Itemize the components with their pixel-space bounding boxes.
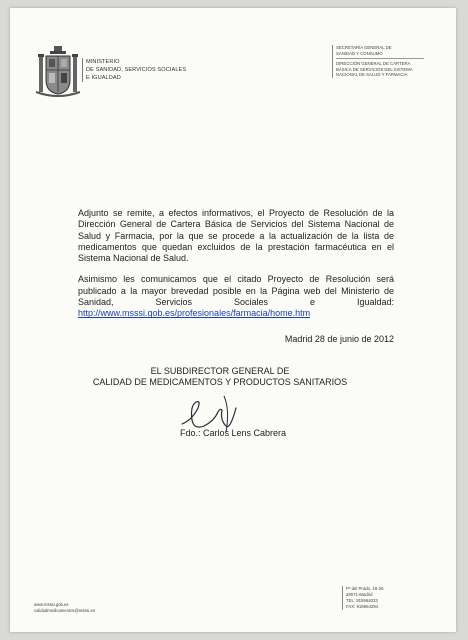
footer-address [342,586,385,610]
directorate-line: DIRECCIÓN GENERAL DE CARTERA [336,61,411,67]
directorate-line: NACIONAL DE SALUD Y FARMACIA [336,72,408,78]
ministry-line: DE SANIDAD, SERVICIOS SOCIALES [86,67,187,73]
divider [336,58,424,59]
footer-address-line: Pº del Prado, 18-20. [346,586,385,591]
secretariat-line: SECRETARÍA GENERAL DE [336,45,392,50]
signatory-title-line: EL SUBDIRECTOR GENERAL DE [150,366,290,376]
footer-email: calidadmedicamentos@msssi.es [34,608,96,613]
signed-by: Fdo.: Carlos Lens Cabrera [179,428,287,438]
letter-date: Madrid 28 de junio de 2012 [284,334,394,344]
ministry-website-link[interactable]: http://www.msssi.gob.es/profesionales/farmacia/home.htm [78,308,311,319]
document-page [10,8,456,632]
secretariat-line: SANIDAD Y CONSUMO [336,50,383,56]
paragraph [78,274,394,319]
department-box [332,45,432,78]
coat-of-arms-icon [36,44,80,102]
footer-address-line: 28071-Madrid [346,592,373,597]
ministry-line: E IGUALDAD [86,75,121,81]
signatory-title-line: CALIDAD DE MEDICAMENTOS Y PRODUCTOS SANITARIOS [92,377,348,387]
signatory-title [90,366,350,388]
paragraph-text: Asimismo les comunicamos que el citado Proyecto de Resolución será publicado a la mayor brevedad posible en la Página web del Ministerio de Sanidad, Servicios Sociales e Igualdad: [78,274,394,308]
footer-phone: TEL: 915964033 [346,598,378,603]
letter-body [78,208,394,330]
paragraph: Adjunto se remite, a efectos informativos, el Proyecto de Resolución de la Dirección General de Cartera Básica de Servicios del Sistema Nacional de Salud y Farmacia, por la que se procede a la actualización de la lista de medicamentos que quedan excluidos de la prestación farmacéutica en el Sistema Nacional de Salud. [78,208,394,264]
ministry-name [82,58,186,82]
footer-fax: FAX: 915964294 [346,604,379,609]
footer-website: www.msssi.gob.es [34,602,69,607]
ministry-line: MINISTERIO [86,59,120,65]
directorate-line: BÁSICA DE SERVICIOS DEL SISTEMA [336,66,413,72]
footer-contact [34,602,95,614]
